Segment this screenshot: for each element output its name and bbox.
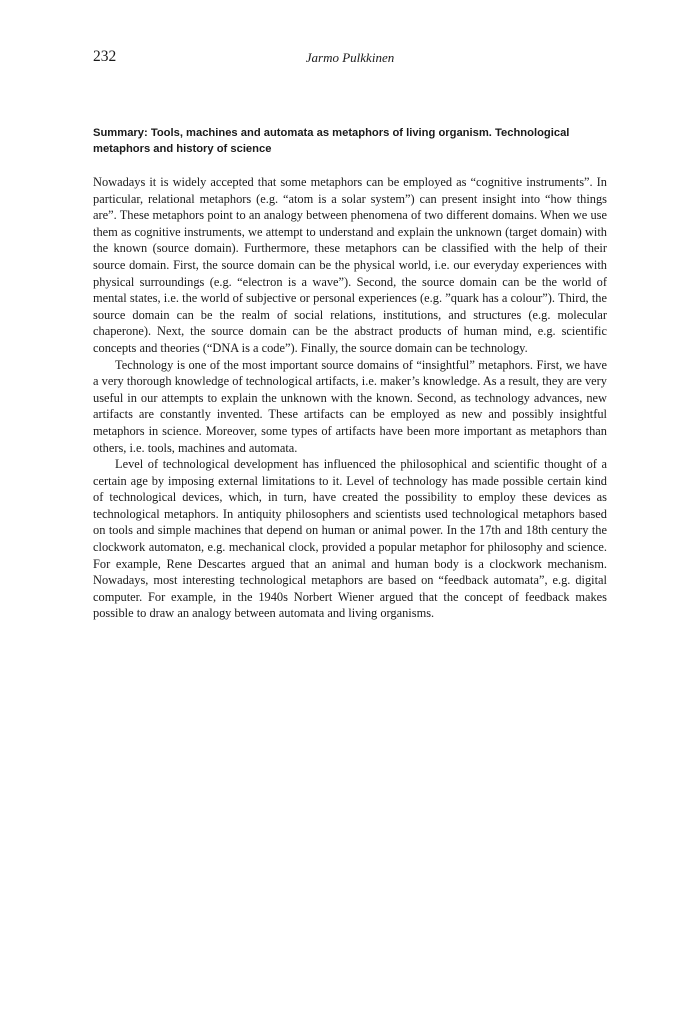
page-header: [93, 48, 607, 70]
summary-body: [93, 174, 607, 622]
summary-paragraph-1: Nowadays it is widely accepted that some metaphors can be employed as “cognitive instruments”. In particular, relational metaphors (e.g. “atom is a solar system”) can present insight into “how things are”. These metaphors point to an analogy between phenomena of two different domains. When we use them as cognitive instruments, we attempt to understand and explain the unknown (target domain) with the known (source domain). Furthermore, these metaphors can be classified with the help of their source domain. First, the source domain can be the physical world, i.e. our everyday experiences with physical surroundings (e.g. “electron is a wave”). Second, the source domain can be the world of mental states, i.e. the world of subjective or personal experiences (e.g. ”quark has a colour”). Third, the source domain can be the realm of social relations, institutions, and structures (e.g. molecular chaperone). Next, the source domain can be the abstract products of human mind, e.g. scientific concepts and theories (“DNA is a code”). Finally, the source domain can be technology.: [93, 175, 607, 355]
document-page: [93, 48, 607, 622]
summary-paragraph-2: Technology is one of the most important source domains of “insightful” metaphors. First, we have a very thorough knowledge of technological artifacts, i.e. maker’s knowledge. As a result, they are very useful in our attempts to explain the unknown with the known. Second, as technology advances, new artifacts are constantly invented. These artifacts can be employed as new and possibly insightful metaphors in science. Moreover, some types of artifacts have been more important as metaphors than others, i.e. tools, machines and automata.: [93, 357, 607, 455]
summary-paragraph-3: Level of technological development has influenced the philosophical and scientific thought of a certain age by imposing external limitations to it. Level of technology has made possible certain kind of technological devices, which, in turn, have created the possibility to employ these devices as technological metaphors. In antiquity philosophers and scientists used technological metaphors based on tools and simple machines that depend on human or animal power. In the 17th and 18th century the clockwork automaton, e.g. mechanical clock, provided a popular metaphor for philosophy and science. For example, Rene Descartes argued that an animal and human body is a clockwork mechanism. Nowadays, most interesting technological metaphors are based on “feedback automata”, e.g. digital computer. For example, in the 1940s Norbert Wiener argued that the concept of feedback makes possible to draw an analogy between automata and living organisms.: [93, 457, 607, 621]
page-number: 232: [93, 48, 117, 65]
summary-title: Summary: Tools, machines and automata as metaphors of living organism. Technological metaphors and history of science: [93, 127, 570, 155]
running-head-author: Jarmo Pulkkinen: [305, 50, 395, 65]
